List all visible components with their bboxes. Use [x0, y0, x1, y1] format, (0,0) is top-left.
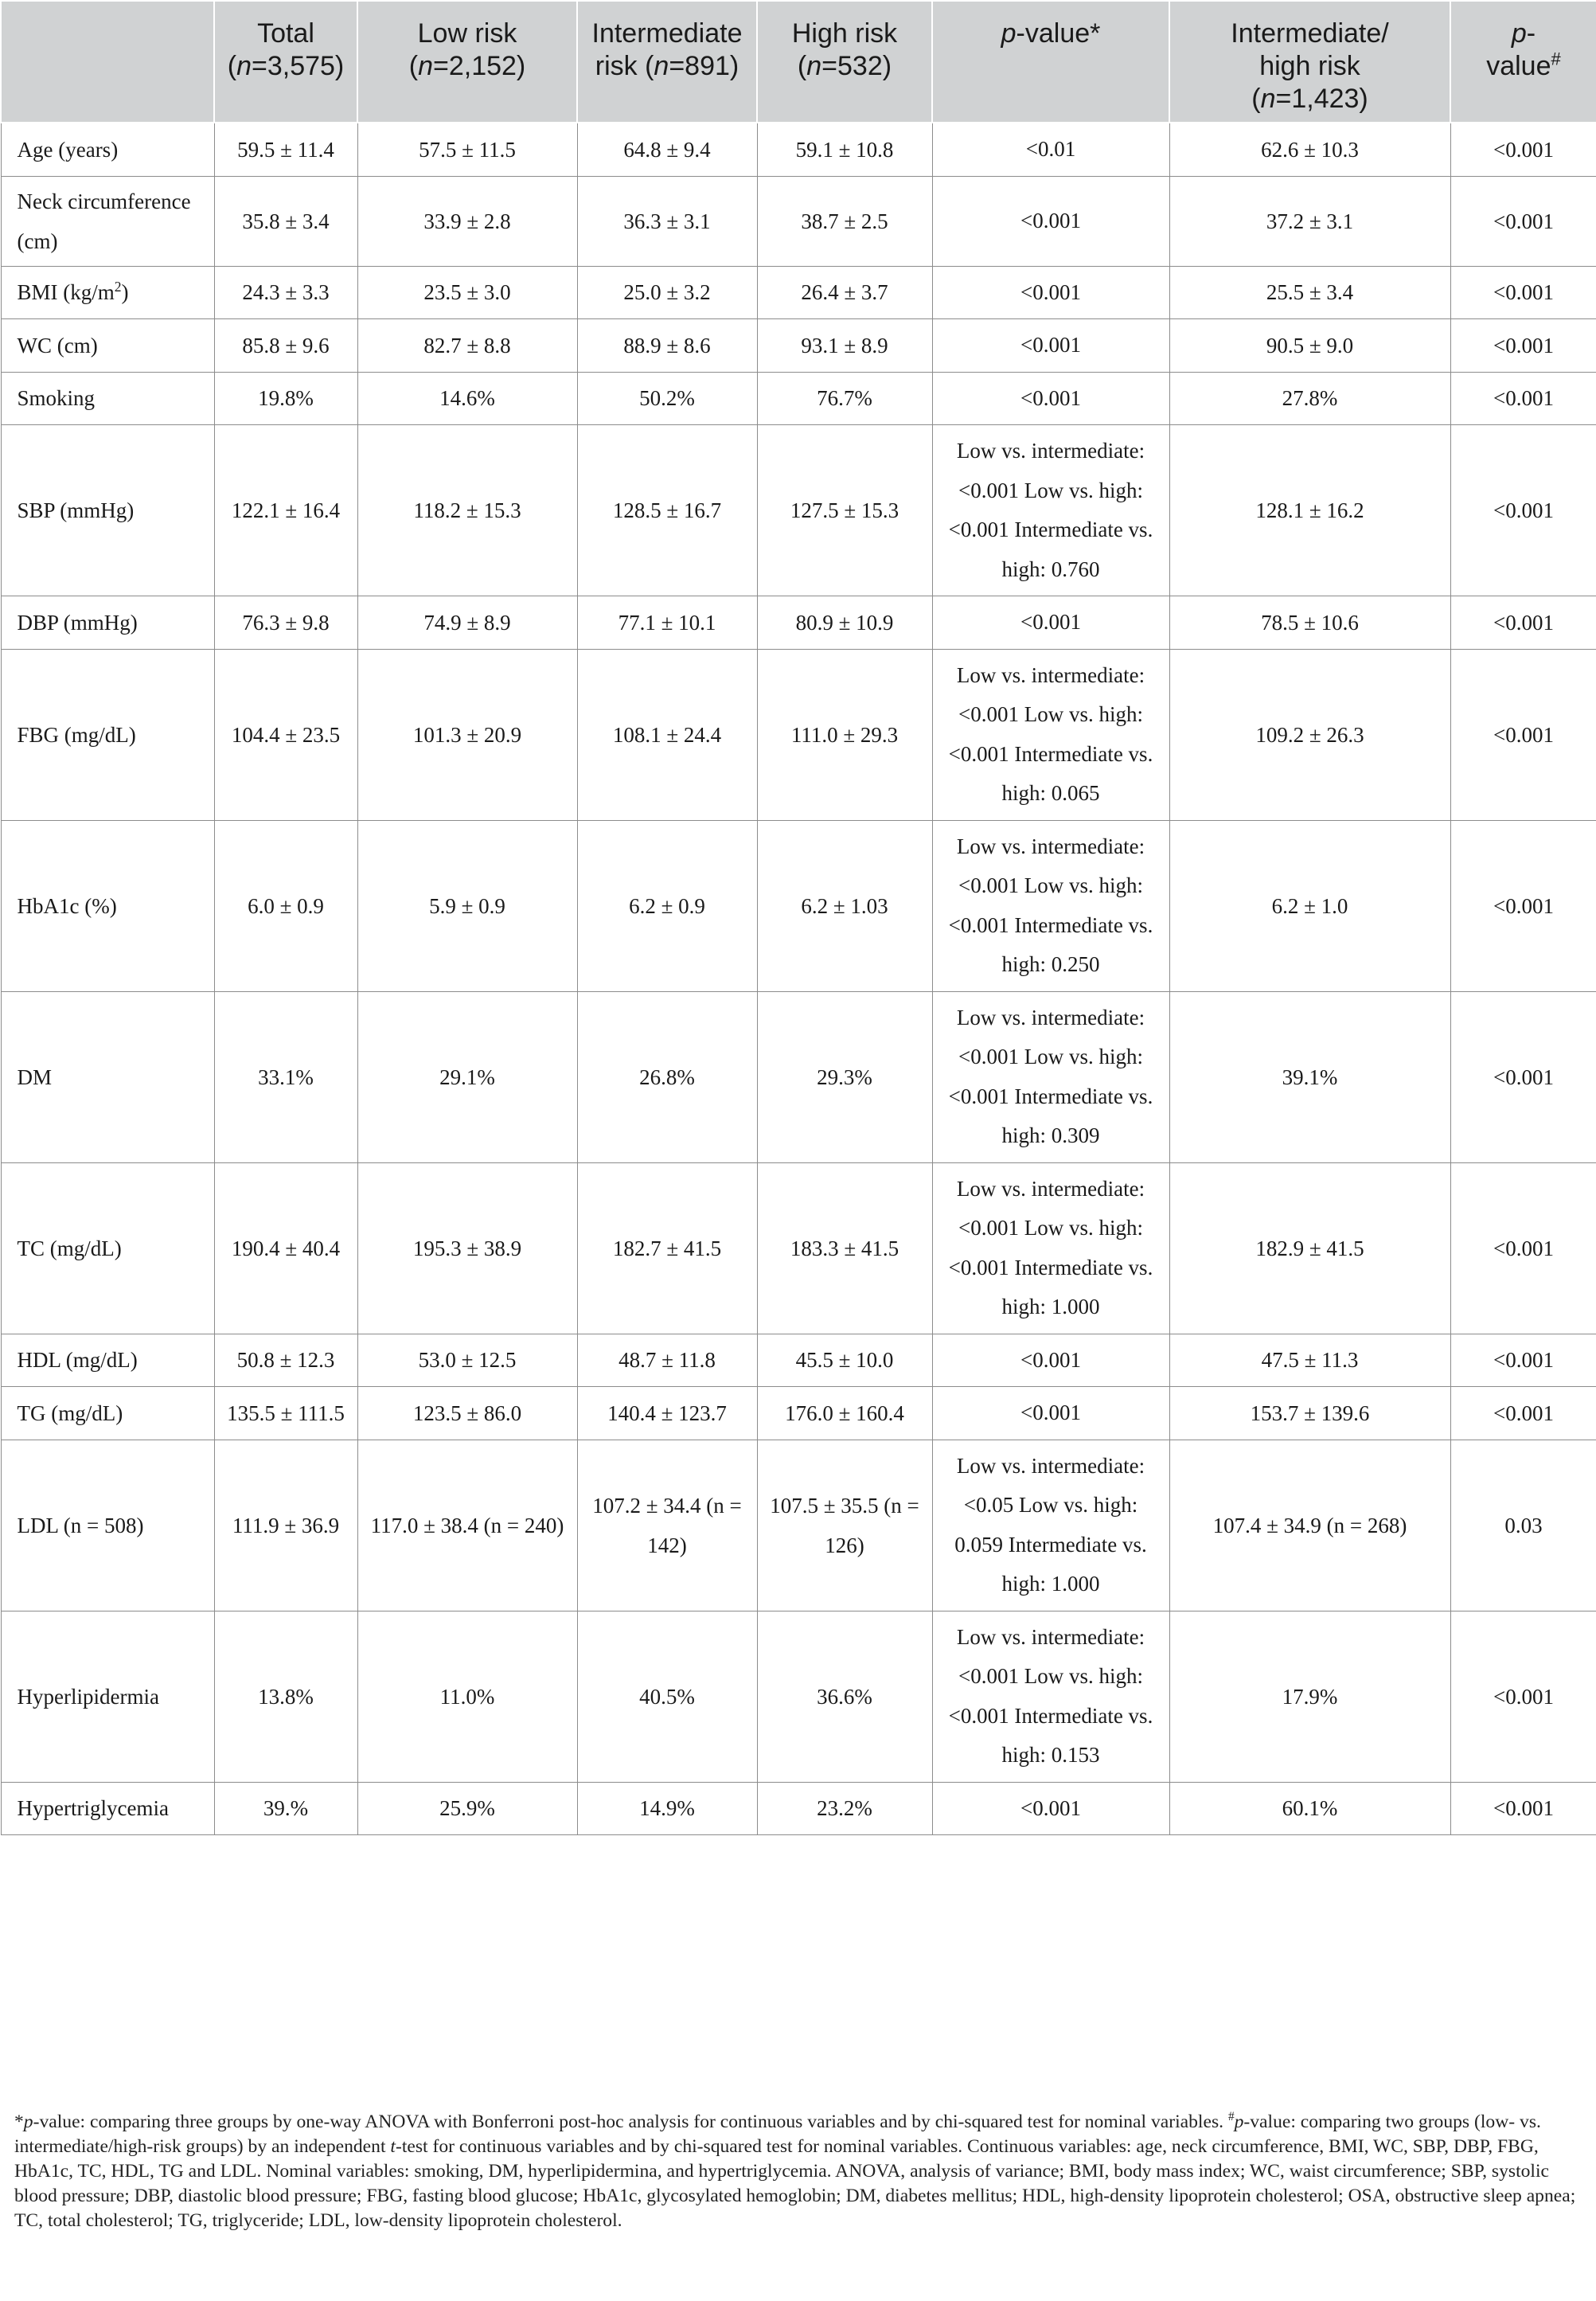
cell-high: 183.3 ± 41.5 [757, 1162, 932, 1334]
cell-high: 111.0 ± 29.3 [757, 649, 932, 820]
cell-variable: FBG (mg/dL) [1, 649, 214, 820]
col-header-line: High risk [791, 18, 898, 49]
cell-inter-high: 109.2 ± 26.3 [1169, 649, 1450, 820]
cell-high: 23.2% [757, 1782, 932, 1835]
col-header-line: value# [1486, 49, 1561, 81]
cell-inter-high: 107.4 ± 34.9 (n = 268) [1169, 1440, 1450, 1611]
cell-inter-high: 37.2 ± 3.1 [1169, 176, 1450, 266]
table-row [1, 1440, 1596, 1611]
cell-total: 24.3 ± 3.3 [214, 266, 357, 319]
cell-p-two: <0.001 [1450, 1387, 1596, 1440]
cell-inter-high: 6.2 ± 1.0 [1169, 820, 1450, 991]
table-body [1, 123, 1596, 1835]
table-row [1, 1162, 1596, 1334]
cell-intermediate: 50.2% [577, 372, 757, 425]
table-row [1, 596, 1596, 650]
cell-low: 195.3 ± 38.9 [357, 1162, 577, 1334]
col-header-intermediate [577, 1, 757, 123]
cell-variable: TG (mg/dL) [1, 1387, 214, 1440]
table-row [1, 372, 1596, 425]
cell-total: 59.5 ± 11.4 [214, 123, 357, 176]
cell-total: 6.0 ± 0.9 [214, 820, 357, 991]
cell-p-three: <0.001 [932, 266, 1169, 319]
cell-p-two: <0.001 [1450, 1334, 1596, 1387]
cell-low: 14.6% [357, 372, 577, 425]
col-header-line: (n=3,575) [227, 51, 345, 81]
cell-intermediate: 6.2 ± 0.9 [577, 820, 757, 991]
cell-intermediate: 107.2 ± 34.4 (n = 142) [577, 1440, 757, 1611]
cell-inter-high: 78.5 ± 10.6 [1169, 596, 1450, 650]
cell-inter-high: 60.1% [1169, 1782, 1450, 1835]
col-header-line: Intermediate [591, 18, 743, 49]
cell-low: 57.5 ± 11.5 [357, 123, 577, 176]
cell-variable: DM [1, 991, 214, 1162]
cell-intermediate: 108.1 ± 24.4 [577, 649, 757, 820]
cell-total: 190.4 ± 40.4 [214, 1162, 357, 1334]
table-row [1, 1782, 1596, 1835]
cell-variable: HDL (mg/dL) [1, 1334, 214, 1387]
table-row [1, 319, 1596, 373]
col-header-line: p- [1511, 18, 1536, 49]
cell-intermediate: 26.8% [577, 991, 757, 1162]
cell-variable: WC (cm) [1, 319, 214, 373]
cell-inter-high: 47.5 ± 11.3 [1169, 1334, 1450, 1387]
table-row [1, 176, 1596, 266]
col-header-high [757, 1, 932, 123]
cell-variable: TC (mg/dL) [1, 1162, 214, 1334]
table-row [1, 1387, 1596, 1440]
cell-inter-high: 25.5 ± 3.4 [1169, 266, 1450, 319]
cell-p-two: <0.001 [1450, 319, 1596, 373]
cell-high: 29.3% [757, 991, 932, 1162]
cell-p-two: <0.001 [1450, 176, 1596, 266]
cell-inter-high: 182.9 ± 41.5 [1169, 1162, 1450, 1334]
cell-low: 11.0% [357, 1611, 577, 1782]
cell-high: 26.4 ± 3.7 [757, 266, 932, 319]
cell-low: 25.9% [357, 1782, 577, 1835]
cell-inter-high: 62.6 ± 10.3 [1169, 123, 1450, 176]
footnote-text: *p-value: comparing three groups by one-way ANOVA with Bonferroni post-hoc analysis for continuous variables and by chi-squared test for nominal variables. #p-value: comparing two groups (low- vs. intermediate/high-risk groups) by an independent t-test for continuous variables and by chi-squared test for nominal variables. Continuous variables: age, neck circumference, BMI, WC, SBP, DBP, FBG, HbA1c, TC, HDL, TG and LDL. Nominal variables: smoking, DM, hyperlipidermina, and hypertriglycemia. ANOVA, analysis of variance; BMI, body mass index; WC, waist circumference; SBP, systolic blood pressure; DBP, diastolic blood pressure; FBG, fasting blood glucose; HbA1c, glycosylated hemoglobin; DM, diabetes mellitus; HDL, high-density lipoprotein cholesterol; OSA, obstructive sleep apnea; TC, total cholesterol; TG, triglyceride; LDL, low-density lipoprotein cholesterol. [14, 2110, 1576, 2231]
cell-intermediate: 77.1 ± 10.1 [577, 596, 757, 650]
cell-inter-high: 39.1% [1169, 991, 1450, 1162]
cell-inter-high: 27.8% [1169, 372, 1450, 425]
cell-p-three: Low vs. intermediate: <0.05 Low vs. high: 0.059 Intermediate vs. high: 1.000 [932, 1440, 1169, 1611]
col-header-p-value-three [932, 1, 1169, 123]
cell-total: 50.8 ± 12.3 [214, 1334, 357, 1387]
cell-p-two: <0.001 [1450, 372, 1596, 425]
col-header-line: (n=1,423) [1251, 84, 1368, 114]
cell-p-two: <0.001 [1450, 820, 1596, 991]
cell-total: 122.1 ± 16.4 [214, 425, 357, 596]
cell-total: 33.1% [214, 991, 357, 1162]
table-row [1, 266, 1596, 319]
cell-high: 80.9 ± 10.9 [757, 596, 932, 650]
cell-variable: SBP (mmHg) [1, 425, 214, 596]
cell-inter-high: 90.5 ± 9.0 [1169, 319, 1450, 373]
cell-variable: DBP (mmHg) [1, 596, 214, 650]
cell-total: 111.9 ± 36.9 [214, 1440, 357, 1611]
cell-p-two: <0.001 [1450, 991, 1596, 1162]
cell-intermediate: 14.9% [577, 1782, 757, 1835]
cell-intermediate: 25.0 ± 3.2 [577, 266, 757, 319]
cell-low: 5.9 ± 0.9 [357, 820, 577, 991]
cell-total: 135.5 ± 111.5 [214, 1387, 357, 1440]
cell-p-three: Low vs. intermediate: <0.001 Low vs. high: <0.001 Intermediate vs. high: 1.000 [932, 1162, 1169, 1334]
cell-high: 38.7 ± 2.5 [757, 176, 932, 266]
cell-p-three: <0.001 [932, 1782, 1169, 1835]
cell-p-three: Low vs. intermediate: <0.001 Low vs. high: <0.001 Intermediate vs. high: 0.309 [932, 991, 1169, 1162]
table-row [1, 991, 1596, 1162]
cell-p-two: <0.001 [1450, 649, 1596, 820]
cell-p-two: <0.001 [1450, 266, 1596, 319]
cell-p-two: 0.03 [1450, 1440, 1596, 1611]
cell-low: 123.5 ± 86.0 [357, 1387, 577, 1440]
table-header [1, 1, 1596, 123]
cell-intermediate: 128.5 ± 16.7 [577, 425, 757, 596]
cell-variable: Age (years) [1, 123, 214, 176]
col-header-line: risk (n=891) [595, 51, 739, 81]
cell-low: 82.7 ± 8.8 [357, 319, 577, 373]
cell-intermediate: 182.7 ± 41.5 [577, 1162, 757, 1334]
table-row [1, 1334, 1596, 1387]
col-header-total [214, 1, 357, 123]
cell-p-three: Low vs. intermediate: <0.001 Low vs. high: <0.001 Intermediate vs. high: 0.065 [932, 649, 1169, 820]
table-footnote [14, 2110, 1578, 2233]
table-row [1, 649, 1596, 820]
cell-total: 85.8 ± 9.6 [214, 319, 357, 373]
cell-low: 23.5 ± 3.0 [357, 266, 577, 319]
col-header-line: p-value* [1001, 18, 1101, 49]
cell-high: 107.5 ± 35.5 (n = 126) [757, 1440, 932, 1611]
col-header-variable [1, 1, 214, 123]
cell-total: 104.4 ± 23.5 [214, 649, 357, 820]
cell-high: 45.5 ± 10.0 [757, 1334, 932, 1387]
cell-p-three: <0.001 [932, 176, 1169, 266]
cell-variable: Hypertriglycemia [1, 1782, 214, 1835]
cell-intermediate: 40.5% [577, 1611, 757, 1782]
cell-low: 117.0 ± 38.4 (n = 240) [357, 1440, 577, 1611]
cell-low: 53.0 ± 12.5 [357, 1334, 577, 1387]
col-header-line: high risk [1259, 51, 1360, 81]
cell-variable: BMI $(kg/m^2)$ [1, 266, 214, 319]
cell-high: 127.5 ± 15.3 [757, 425, 932, 596]
cell-high: 6.2 ± 1.03 [757, 820, 932, 991]
cell-p-three: <0.001 [932, 372, 1169, 425]
col-header-line: (n=532) [797, 51, 892, 81]
header-row [1, 1, 1596, 123]
cell-total: 13.8% [214, 1611, 357, 1782]
cell-total: 39.% [214, 1782, 357, 1835]
cell-intermediate: 36.3 ± 3.1 [577, 176, 757, 266]
cell-p-two: <0.001 [1450, 425, 1596, 596]
cell-low: 33.9 ± 2.8 [357, 176, 577, 266]
cell-variable: HbA1c (%) [1, 820, 214, 991]
col-header-line: Intermediate/ [1231, 18, 1389, 49]
cell-p-three: <0.01 [932, 123, 1169, 176]
cell-low: 74.9 ± 8.9 [357, 596, 577, 650]
cell-inter-high: 153.7 ± 139.6 [1169, 1387, 1450, 1440]
table-row [1, 123, 1596, 176]
table-row [1, 820, 1596, 991]
cell-total: 19.8% [214, 372, 357, 425]
cell-high: 59.1 ± 10.8 [757, 123, 932, 176]
cell-p-two: <0.001 [1450, 1782, 1596, 1835]
col-header-line: (n=2,152) [408, 51, 526, 81]
table-row [1, 425, 1596, 596]
cell-variable: Smoking [1, 372, 214, 425]
col-header-p-value-two [1450, 1, 1596, 123]
cell-total: 35.8 ± 3.4 [214, 176, 357, 266]
cell-total: 76.3 ± 9.8 [214, 596, 357, 650]
col-header-line: Low risk [417, 18, 517, 49]
cell-high: 93.1 ± 8.9 [757, 319, 932, 373]
cell-p-two: <0.001 [1450, 1162, 1596, 1334]
cell-p-three: Low vs. intermediate: <0.001 Low vs. high: <0.001 Intermediate vs. high: 0.153 [932, 1611, 1169, 1782]
col-header-intermediate-high [1169, 1, 1450, 123]
cell-intermediate: 64.8 ± 9.4 [577, 123, 757, 176]
col-header-line: Total [257, 18, 314, 49]
cell-variable: LDL (n = 508) [1, 1440, 214, 1611]
cell-p-three: Low vs. intermediate: <0.001 Low vs. high: <0.001 Intermediate vs. high: 0.760 [932, 425, 1169, 596]
cell-intermediate: 48.7 ± 11.8 [577, 1334, 757, 1387]
cell-variable: Hyperlipidermia [1, 1611, 214, 1782]
cell-low: 101.3 ± 20.9 [357, 649, 577, 820]
cell-high: 76.7% [757, 372, 932, 425]
cell-high: 36.6% [757, 1611, 932, 1782]
cell-p-three: <0.001 [932, 1334, 1169, 1387]
cell-p-three: <0.001 [932, 1387, 1169, 1440]
cell-inter-high: 17.9% [1169, 1611, 1450, 1782]
cell-high: 176.0 ± 160.4 [757, 1387, 932, 1440]
col-header-low [357, 1, 577, 123]
cell-inter-high: 128.1 ± 16.2 [1169, 425, 1450, 596]
cell-low: 118.2 ± 15.3 [357, 425, 577, 596]
cell-p-three: Low vs. intermediate: <0.001 Low vs. high: <0.001 Intermediate vs. high: 0.250 [932, 820, 1169, 991]
table-row [1, 1611, 1596, 1782]
cell-p-three: <0.001 [932, 319, 1169, 373]
cell-p-two: <0.001 [1450, 1611, 1596, 1782]
cell-variable: Neck circumference (cm) [1, 176, 214, 266]
cell-p-two: <0.001 [1450, 123, 1596, 176]
cell-intermediate: 140.4 ± 123.7 [577, 1387, 757, 1440]
cell-intermediate: 88.9 ± 8.6 [577, 319, 757, 373]
cell-p-three: <0.001 [932, 596, 1169, 650]
cell-low: 29.1% [357, 991, 577, 1162]
cell-p-two: <0.001 [1450, 596, 1596, 650]
